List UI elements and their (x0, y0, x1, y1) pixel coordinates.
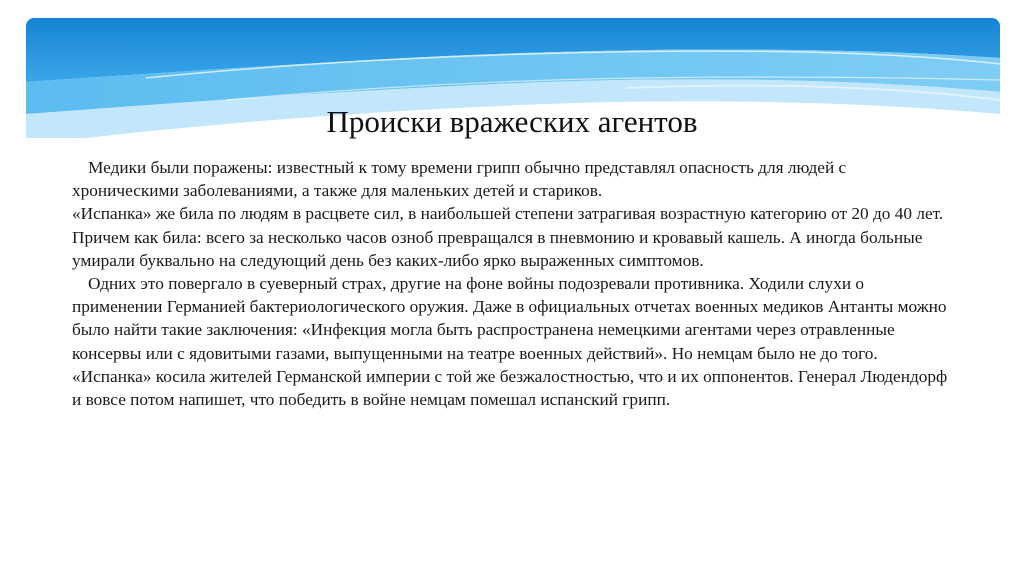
paragraph-3: Одних это повергало в суеверный страх, другие на фоне войны подозревали противника. Ходили слухи о применении Германией бактериологического оружия. Даже в официальных отчетах военных медиков Антанты можно было найти такие заключения: «Инфекция могла быть распространена немецкими агентами через отравленные консервы или с ядовитыми газами, выпущенными на театре военных действий». Но немцам было не до того. «Испанка» косила жителей Германской империи с той же безжалостностью, что и их оппонентов. Генерал Людендорф и вовсе потом напишет, что победить в войне немцам помешал испанский грипп. (72, 274, 948, 410)
paragraph-2: «Испанка» же била по людям в расцвете сил, в наибольшей степени затрагивая возрастную категорию от 20 до 40 лет. Причем как била: всего за несколько часов озноб превращался в пневмонию и кровавый кашель. А иногда больные умирали буквально на следующий день без каких-либо ярко выраженных симптомов. (72, 204, 944, 270)
slide-title: Происки вражеских агентов (326, 104, 698, 139)
slide-body (72, 156, 957, 411)
paragraph-1: Медики были поражены: известный к тому времени грипп обычно представлял опасность для людей с хроническими заболеваниями, а также для маленьких детей и стариков. (72, 158, 847, 201)
